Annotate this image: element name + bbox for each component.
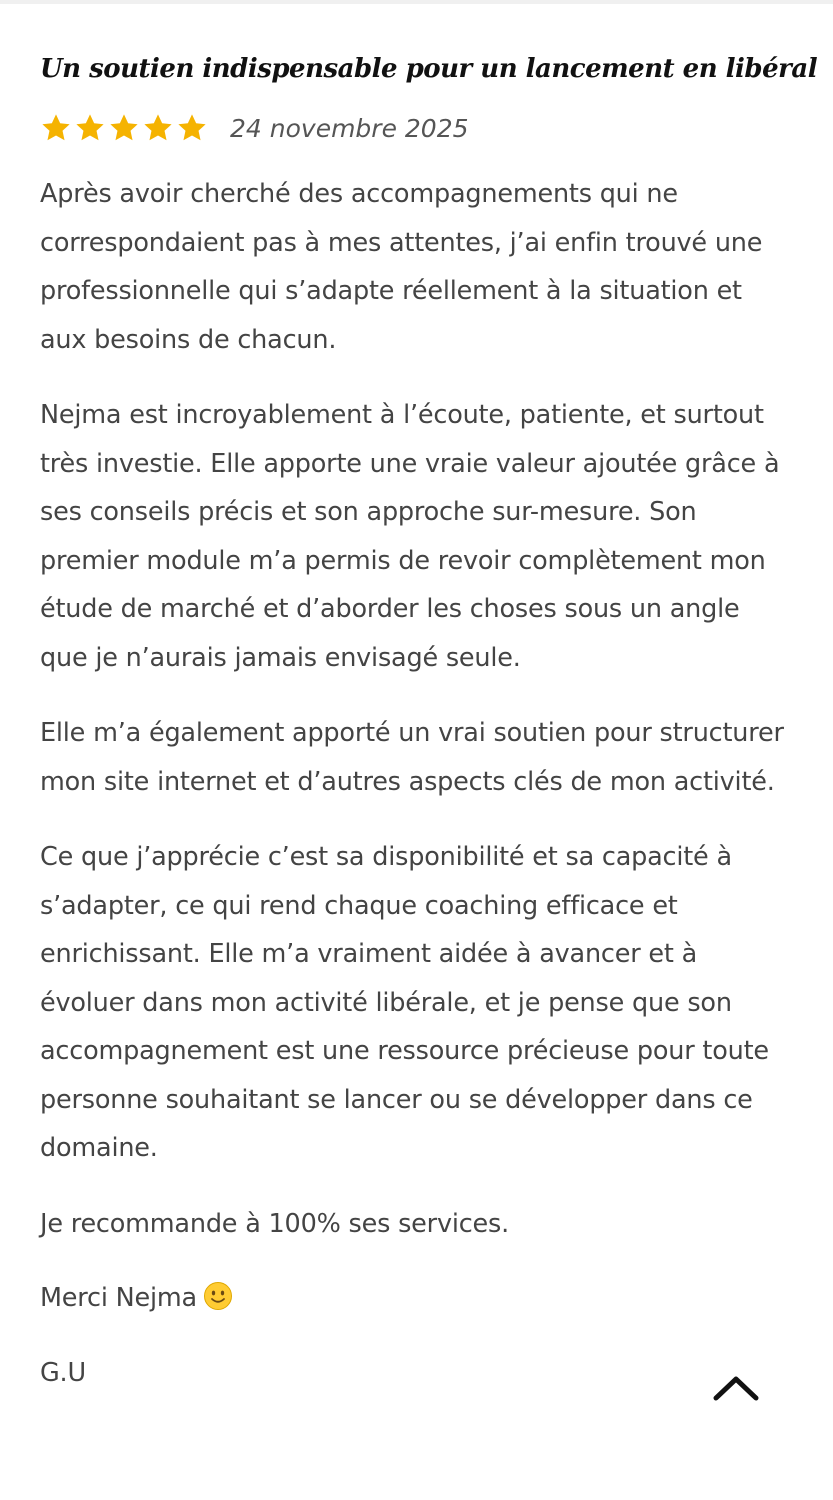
review-paragraph: Elle m’a également apporté un vrai soutien pour structurer mon site internet et d’autres aspects clés de mon activité.: [40, 718, 784, 797]
review-paragraph: Nejma est incroyablement à l’écoute, patiente, et surtout très investie. Elle apporte une vraie valeur ajoutée grâce à ses conseils précis et son approche sur-mesure. Son premier module m’a permis de revoir complètement mon étude de marché et d’aborder les choses sous un angle que je n’aurais jamais envisagé seule.: [40, 400, 780, 673]
chevron-up-icon: [710, 1368, 762, 1406]
review-title: Un soutien indispensable pour un lancement en libéral: [40, 54, 818, 84]
review-date: 24 novembre 2025: [230, 113, 469, 143]
review-paragraph: Je recommande à 100% ses services.: [40, 1208, 510, 1239]
review-signature: G.U: [40, 1357, 86, 1388]
star-icon: [74, 112, 106, 144]
star-icon: [108, 112, 140, 144]
smiley-icon: [203, 1279, 233, 1309]
review-meta: [40, 104, 792, 152]
star-rating: [40, 112, 208, 144]
review-paragraph: Après avoir cherché des accompagnements qui ne correspondaient pas à mes attentes, j’ai enfin trouvé une professionnelle qui s’adapte réellement à la situation et aux besoins de chacun.: [40, 179, 763, 355]
scroll-to-top-button[interactable]: [710, 1368, 762, 1406]
star-icon: [142, 112, 174, 144]
review-thanks: Merci Nejma: [40, 1283, 197, 1313]
review-body: [40, 170, 792, 1397]
star-icon: [176, 112, 208, 144]
review-thanks-line: [40, 1274, 792, 1323]
review-paragraph: Ce que j’apprécie c’est sa disponibilité et sa capacité à s’adapter, ce qui rend chaque coaching efficace et enrichissant. Elle m’a vraiment aidée à avancer et à évoluer dans mon activité libérale, et je pense que son accompagnement est une ressource précieuse pour toute personne souhaitant se lancer ou se développer dans ce domaine.: [40, 842, 769, 1163]
review-card: [40, 40, 818, 1424]
star-icon: [40, 112, 72, 144]
top-divider: [0, 0, 833, 4]
